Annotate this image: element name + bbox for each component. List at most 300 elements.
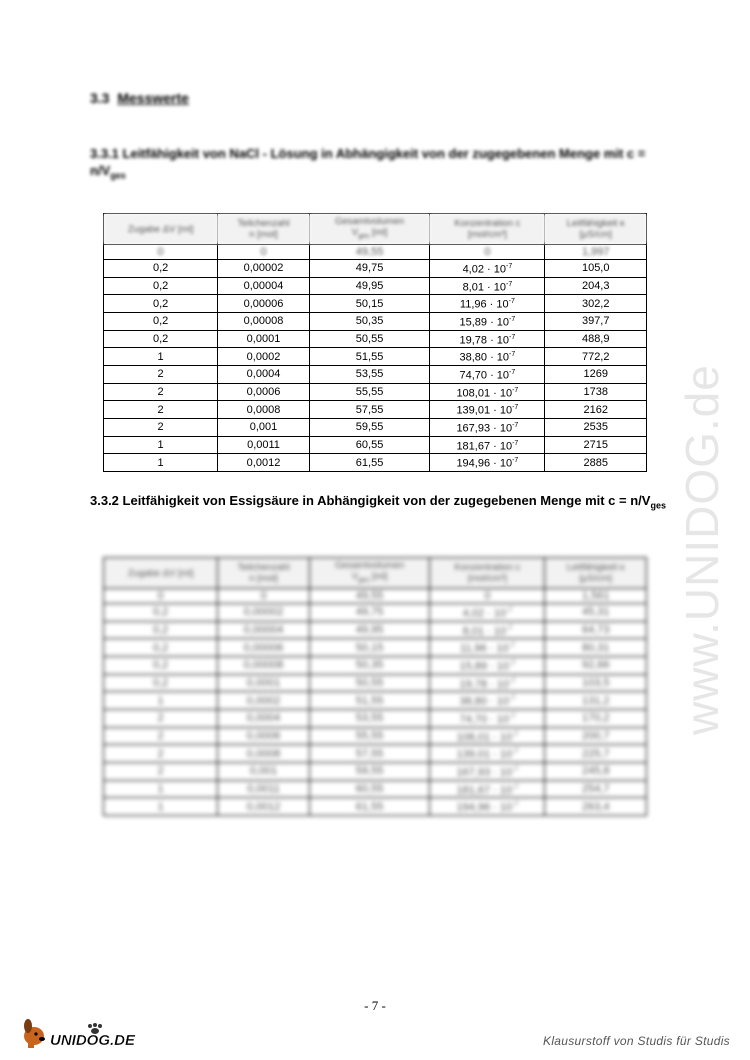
acetic-row	[104, 762, 647, 780]
nacl-cell	[104, 245, 218, 260]
header-tail: [ml]	[369, 571, 388, 583]
nacl-cell	[218, 436, 310, 454]
cell-value: 4,02 · 10	[462, 263, 506, 276]
nacl-cell	[545, 295, 647, 313]
acetic-row	[104, 745, 647, 763]
cell-value: 0,00008	[243, 659, 284, 672]
nacl-cell	[545, 348, 647, 366]
exponent: -7	[512, 439, 519, 447]
cell-value: 19,78 · 10	[459, 334, 510, 347]
acetic-header-cell	[545, 558, 647, 589]
cell-value: 108,01 · 10	[456, 387, 513, 400]
nacl-cell	[430, 260, 545, 278]
acetic-cell	[218, 780, 310, 798]
nacl-cell	[545, 277, 647, 295]
cell-value: 59,55	[355, 765, 384, 778]
cell-value: 0,2	[152, 332, 169, 345]
nacl-header-cell	[218, 214, 310, 245]
nacl-cell	[430, 418, 545, 436]
nacl-header-cell	[309, 214, 430, 245]
acetic-header-cell	[104, 558, 218, 589]
nacl-header-cell	[104, 214, 218, 245]
cell-value: 0,0001	[246, 332, 281, 345]
acetic-cell	[104, 674, 218, 692]
cell-value: 194,96 · 10	[456, 801, 513, 814]
acetic-cell	[309, 674, 430, 692]
cell-value: 49,95	[355, 623, 384, 636]
cell-value: 2885	[583, 456, 608, 469]
acetic-cell	[545, 589, 647, 604]
exponent: -7	[509, 315, 516, 323]
cell-value: 49,95	[355, 279, 384, 292]
acetic-cell	[104, 589, 218, 604]
acetic-cell	[545, 604, 647, 622]
header-line1: Zugabe ΔV [ml]	[127, 223, 194, 235]
cell-value: 0,001	[249, 765, 278, 778]
acetic-cell	[430, 709, 545, 727]
acetic-cell	[545, 762, 647, 780]
header-line1: Konzentration c	[454, 562, 521, 573]
header-line1: Teilchenzahl	[237, 562, 290, 573]
acetic-row	[104, 589, 647, 604]
header-sub: ges	[358, 576, 370, 584]
header-line2: n [mol]	[249, 573, 278, 584]
nacl-cell	[309, 418, 430, 436]
acetic-cell	[218, 621, 310, 639]
header-line1: Teilchenzahl	[237, 218, 290, 229]
subsection-1-heading	[90, 145, 670, 185]
acetic-cell	[218, 745, 310, 763]
acetic-cell	[430, 656, 545, 674]
cell-value: 194,96 · 10	[456, 457, 513, 470]
acetic-cell	[430, 692, 545, 710]
acetic-cell	[545, 727, 647, 745]
cell-value: 8,01 · 10	[462, 281, 506, 294]
nacl-cell	[430, 436, 545, 454]
acetic-cell	[430, 798, 545, 816]
nacl-cell	[430, 401, 545, 419]
cell-value: 131,2	[581, 694, 610, 707]
unidog-logo	[20, 1014, 150, 1050]
nacl-cell	[545, 312, 647, 330]
cell-value: 38,80 · 10	[459, 695, 510, 708]
nacl-header-row	[104, 214, 647, 245]
acetic-table-body	[104, 589, 647, 816]
cell-value: 105,0	[581, 262, 610, 275]
cell-value: 0,0011	[247, 782, 280, 795]
nacl-cell	[430, 245, 545, 260]
acetic-cell	[309, 589, 430, 604]
cell-value: 0,0001	[246, 676, 281, 689]
exponent: -7	[509, 351, 516, 359]
acetic-cell	[309, 621, 430, 639]
cell-value: 55,55	[355, 729, 384, 742]
cell-value: 1738	[583, 385, 608, 398]
acetic-cell	[545, 745, 647, 763]
cell-value: 1	[157, 456, 164, 469]
acetic-cell	[309, 745, 430, 763]
acetic-cell	[104, 621, 218, 639]
cell-value: 2	[157, 421, 164, 434]
cell-value: 772,2	[581, 350, 610, 363]
cell-value: 64,73	[581, 623, 610, 636]
cell-value: 1	[157, 694, 164, 707]
acetic-cell	[430, 745, 545, 763]
cell-value: 80,31	[581, 641, 610, 654]
exponent: -7	[512, 748, 519, 756]
nacl-cell	[218, 401, 310, 419]
nacl-cell	[309, 348, 430, 366]
cell-value: 50,35	[355, 659, 384, 672]
nacl-cell	[430, 365, 545, 383]
exponent: -7	[505, 624, 513, 632]
subsection-2-sub: ges	[650, 500, 666, 511]
cell-value: 0,2	[152, 676, 169, 689]
nacl-row	[104, 260, 647, 278]
cell-value: 51,55	[355, 694, 384, 707]
acetic-row	[104, 604, 647, 622]
cell-value: 0,00006	[243, 641, 284, 654]
cell-value: 2	[157, 765, 164, 778]
acetic-cell	[430, 621, 545, 639]
cell-value: 1269	[583, 368, 608, 381]
cell-value: 0	[484, 590, 491, 602]
nacl-cell	[430, 312, 545, 330]
acetic-cell	[104, 780, 218, 798]
acetic-row	[104, 780, 647, 798]
acetic-cell	[218, 798, 310, 816]
section-heading	[90, 90, 189, 106]
acetic-row	[104, 639, 647, 657]
acetic-cell	[218, 762, 310, 780]
nacl-cell	[545, 436, 647, 454]
header-line2: n [mol]	[249, 229, 278, 240]
header-line1: Konzentration c	[454, 218, 521, 229]
nacl-cell	[545, 401, 647, 419]
nacl-cell	[218, 418, 310, 436]
watermark	[640, 270, 750, 740]
acetic-cell	[545, 709, 647, 727]
nacl-cell	[545, 365, 647, 383]
nacl-cell	[104, 418, 218, 436]
nacl-cell	[309, 401, 430, 419]
cell-value: 2	[157, 747, 164, 760]
nacl-row	[104, 295, 647, 313]
cell-value: 2715	[583, 438, 608, 451]
nacl-cell	[430, 277, 545, 295]
nacl-cell	[218, 312, 310, 330]
cell-value: 1	[157, 438, 164, 451]
acetic-cell	[545, 798, 647, 816]
acetic-cell	[309, 727, 430, 745]
acetic-cell	[104, 709, 218, 727]
cell-value: 50,15	[355, 641, 384, 654]
acetic-header-cell	[218, 558, 310, 589]
acetic-cell	[104, 639, 218, 657]
nacl-cell	[545, 260, 647, 278]
subsection-1-sub: ges	[110, 170, 126, 181]
cell-value: 49,75	[355, 606, 384, 619]
cell-value: 2535	[583, 421, 608, 434]
nacl-cell	[218, 330, 310, 348]
acetic-cell	[545, 692, 647, 710]
acetic-cell	[218, 604, 310, 622]
exponent: -7	[505, 280, 513, 288]
nacl-cell	[309, 277, 430, 295]
cell-value: 50,15	[355, 297, 384, 310]
acetic-cell	[218, 674, 310, 692]
cell-value: 11,96 · 10	[459, 298, 509, 311]
cell-value: 0,0008	[246, 747, 281, 760]
watermark-text: www.UNIDOG.de	[676, 364, 728, 735]
cell-value: 57,55	[355, 747, 384, 760]
acetic-row	[104, 709, 647, 727]
cell-value: 0,00004	[243, 279, 284, 292]
acetic-cell	[104, 727, 218, 745]
acetic-row	[104, 798, 647, 816]
exponent: -7	[508, 642, 515, 650]
cell-value: 1,997	[581, 246, 610, 258]
cell-value: 74,70 · 10	[459, 713, 510, 726]
nacl-row	[104, 330, 647, 348]
cell-value: 0	[260, 246, 267, 258]
nacl-cell	[309, 454, 430, 472]
nacl-cell	[218, 277, 310, 295]
acetic-row	[104, 621, 647, 639]
nacl-cell	[309, 365, 430, 383]
nacl-cell	[309, 260, 430, 278]
nacl-table-header	[104, 214, 647, 245]
nacl-cell	[545, 418, 647, 436]
cell-value: 15,89 · 10	[459, 660, 510, 673]
cell-value: 488,9	[581, 332, 610, 345]
acetic-acid-table	[103, 557, 647, 816]
acetic-header-row	[104, 558, 647, 589]
cell-value: 181,67 · 10	[456, 440, 513, 453]
exponent: -7	[512, 801, 519, 809]
logo-text: UNIDOG.DE	[50, 1032, 136, 1049]
cell-value: 0	[157, 246, 164, 258]
header-line1: Leitfähigkeit κ	[566, 562, 625, 573]
header-line2: V	[351, 227, 359, 239]
section-title: Messwerte	[117, 90, 189, 106]
acetic-cell	[309, 762, 430, 780]
cell-value: 2	[157, 368, 164, 381]
exponent: -7	[512, 783, 519, 791]
cell-value: 4,02 · 10	[462, 607, 506, 620]
cell-value: 0,0006	[246, 385, 281, 398]
nacl-cell	[104, 260, 218, 278]
acetic-cell	[545, 639, 647, 657]
exponent: -7	[512, 404, 519, 412]
cell-value: 0,0011	[247, 438, 280, 451]
acetic-cell	[430, 604, 545, 622]
cell-value: 57,55	[355, 403, 384, 416]
nacl-row	[104, 277, 647, 295]
nacl-cell	[309, 330, 430, 348]
cell-value: 0,2	[152, 262, 169, 275]
cell-value: 0,0012	[246, 456, 281, 469]
cell-value: 225,7	[581, 747, 610, 760]
nacl-row	[104, 383, 647, 401]
cell-value: 60,55	[355, 782, 384, 795]
nacl-cell	[309, 245, 430, 260]
cell-value: 8,01 · 10	[462, 625, 506, 638]
cell-value: 0,2	[152, 315, 169, 328]
cell-value: 200,7	[581, 729, 610, 742]
cell-value: 139,01 · 10	[456, 748, 513, 761]
exponent: -7	[512, 765, 519, 773]
cell-value: 11,96 · 10	[459, 642, 509, 655]
cell-value: 45,31	[581, 606, 610, 619]
cell-value: 181,67 · 10	[456, 784, 513, 797]
acetic-cell	[430, 727, 545, 745]
cell-value: 108,01 · 10	[456, 731, 513, 744]
cell-value: 1,561	[581, 590, 610, 602]
nacl-row	[104, 365, 647, 383]
cell-value: 53,55	[355, 712, 384, 725]
cell-value: 0,0004	[246, 368, 281, 381]
cell-value: 0,2	[152, 279, 169, 292]
acetic-cell	[430, 674, 545, 692]
acetic-cell	[218, 692, 310, 710]
cell-value: 49,55	[355, 590, 384, 602]
cell-value: 50,55	[355, 676, 384, 689]
subsection-2-heading	[90, 492, 670, 515]
cell-value: 61,55	[355, 800, 384, 813]
nacl-cell	[104, 312, 218, 330]
acetic-row	[104, 727, 647, 745]
nacl-header-cell	[545, 214, 647, 245]
acetic-cell	[309, 780, 430, 798]
cell-value: 59,55	[355, 421, 384, 434]
cell-value: 0	[157, 590, 164, 602]
acetic-row	[104, 656, 647, 674]
exponent: -7	[512, 386, 519, 394]
exponent: -7	[509, 695, 516, 703]
nacl-cell	[104, 383, 218, 401]
nacl-cell	[104, 454, 218, 472]
nacl-cell	[430, 348, 545, 366]
acetic-cell	[309, 656, 430, 674]
cell-value: 50,35	[355, 315, 384, 328]
cell-value: 55,55	[355, 385, 384, 398]
cell-value: 2	[157, 385, 164, 398]
nacl-cell	[309, 383, 430, 401]
dog-icon	[24, 1019, 45, 1048]
nacl-cell	[430, 295, 545, 313]
section-number: 3.3	[90, 90, 110, 106]
cell-value: 263,4	[581, 800, 610, 813]
acetic-cell	[309, 709, 430, 727]
cell-value: 204,3	[581, 279, 610, 292]
cell-value: 74,70 · 10	[459, 369, 510, 382]
nacl-cell	[104, 436, 218, 454]
cell-value: 0,001	[249, 421, 278, 434]
nacl-header-cell	[430, 214, 545, 245]
nacl-cell	[545, 330, 647, 348]
exponent: -7	[508, 298, 515, 306]
cell-value: 0,00002	[243, 262, 284, 275]
nacl-cell	[104, 348, 218, 366]
cell-value: 0,2	[152, 659, 169, 672]
nacl-cell	[218, 245, 310, 260]
cell-value: 0,0008	[246, 403, 281, 416]
acetic-cell	[104, 692, 218, 710]
cell-value: 49,55	[355, 246, 384, 258]
nacl-cell	[309, 436, 430, 454]
exponent: -7	[509, 677, 516, 685]
cell-value: 92,66	[581, 659, 610, 672]
acetic-cell	[218, 639, 310, 657]
cell-value: 139,01 · 10	[456, 404, 513, 417]
subsection-2-title: 3.3.2 Leitfähigkeit von Essigsäure in Abhängigkeit von der zugegebenen Menge mit c = n/V	[90, 493, 651, 508]
cell-value: 2	[157, 729, 164, 742]
nacl-row	[104, 418, 647, 436]
cell-value: 38,80 · 10	[459, 351, 510, 364]
exponent: -7	[512, 421, 519, 429]
cell-value: 2	[157, 712, 164, 725]
acetic-cell	[309, 639, 430, 657]
header-line2: [µS/cm]	[579, 229, 612, 240]
acetic-cell	[218, 656, 310, 674]
nacl-cell	[218, 295, 310, 313]
page-number: - 7 -	[364, 998, 386, 1013]
acetic-cell	[545, 780, 647, 798]
cell-value: 0,00006	[243, 297, 284, 310]
cell-value: 60,55	[355, 438, 384, 451]
cell-value: 0,00008	[243, 315, 284, 328]
nacl-row	[104, 312, 647, 330]
nacl-row	[104, 454, 647, 472]
header-sub: ges	[358, 232, 370, 240]
acetic-cell	[104, 604, 218, 622]
cell-value: 0,2	[152, 641, 169, 654]
exponent: -7	[512, 457, 519, 465]
exponent: -7	[509, 712, 516, 720]
exponent: -7	[509, 659, 516, 667]
acetic-cell	[104, 745, 218, 763]
cell-value: 0	[260, 590, 267, 602]
header-line1: Gesamtvolumen	[334, 216, 405, 228]
acetic-table-header	[104, 558, 647, 589]
acetic-row	[104, 692, 647, 710]
cell-value: 0,2	[152, 297, 169, 310]
footer-slogan: Klausurstoff von Studis für Studis	[543, 1034, 730, 1048]
acetic-cell	[430, 762, 545, 780]
nacl-cell	[104, 277, 218, 295]
acetic-cell	[545, 656, 647, 674]
cell-value: 254,7	[581, 782, 610, 795]
subsection-1-title: 3.3.1 Leitfähigkeit von NaCl - Lösung in Abhängigkeit von der zugegebenen Menge mit c = n/V	[90, 146, 646, 178]
cell-value: 1	[157, 350, 164, 363]
cell-value: 170,2	[581, 712, 610, 725]
cell-value: 2162	[583, 403, 608, 416]
cell-value: 167,93 · 10	[456, 422, 513, 435]
cell-value: 1	[157, 800, 164, 813]
cell-value: 0,0002	[246, 694, 281, 707]
acetic-cell	[218, 589, 310, 604]
nacl-cell	[218, 348, 310, 366]
nacl-cell	[430, 383, 545, 401]
nacl-row	[104, 245, 647, 260]
cell-value: 50,55	[355, 332, 384, 345]
acetic-cell	[309, 604, 430, 622]
cell-value: 1	[157, 782, 164, 795]
cell-value: 53,55	[355, 368, 384, 381]
cell-value: 0,0006	[246, 729, 281, 742]
exponent: -7	[509, 368, 516, 376]
